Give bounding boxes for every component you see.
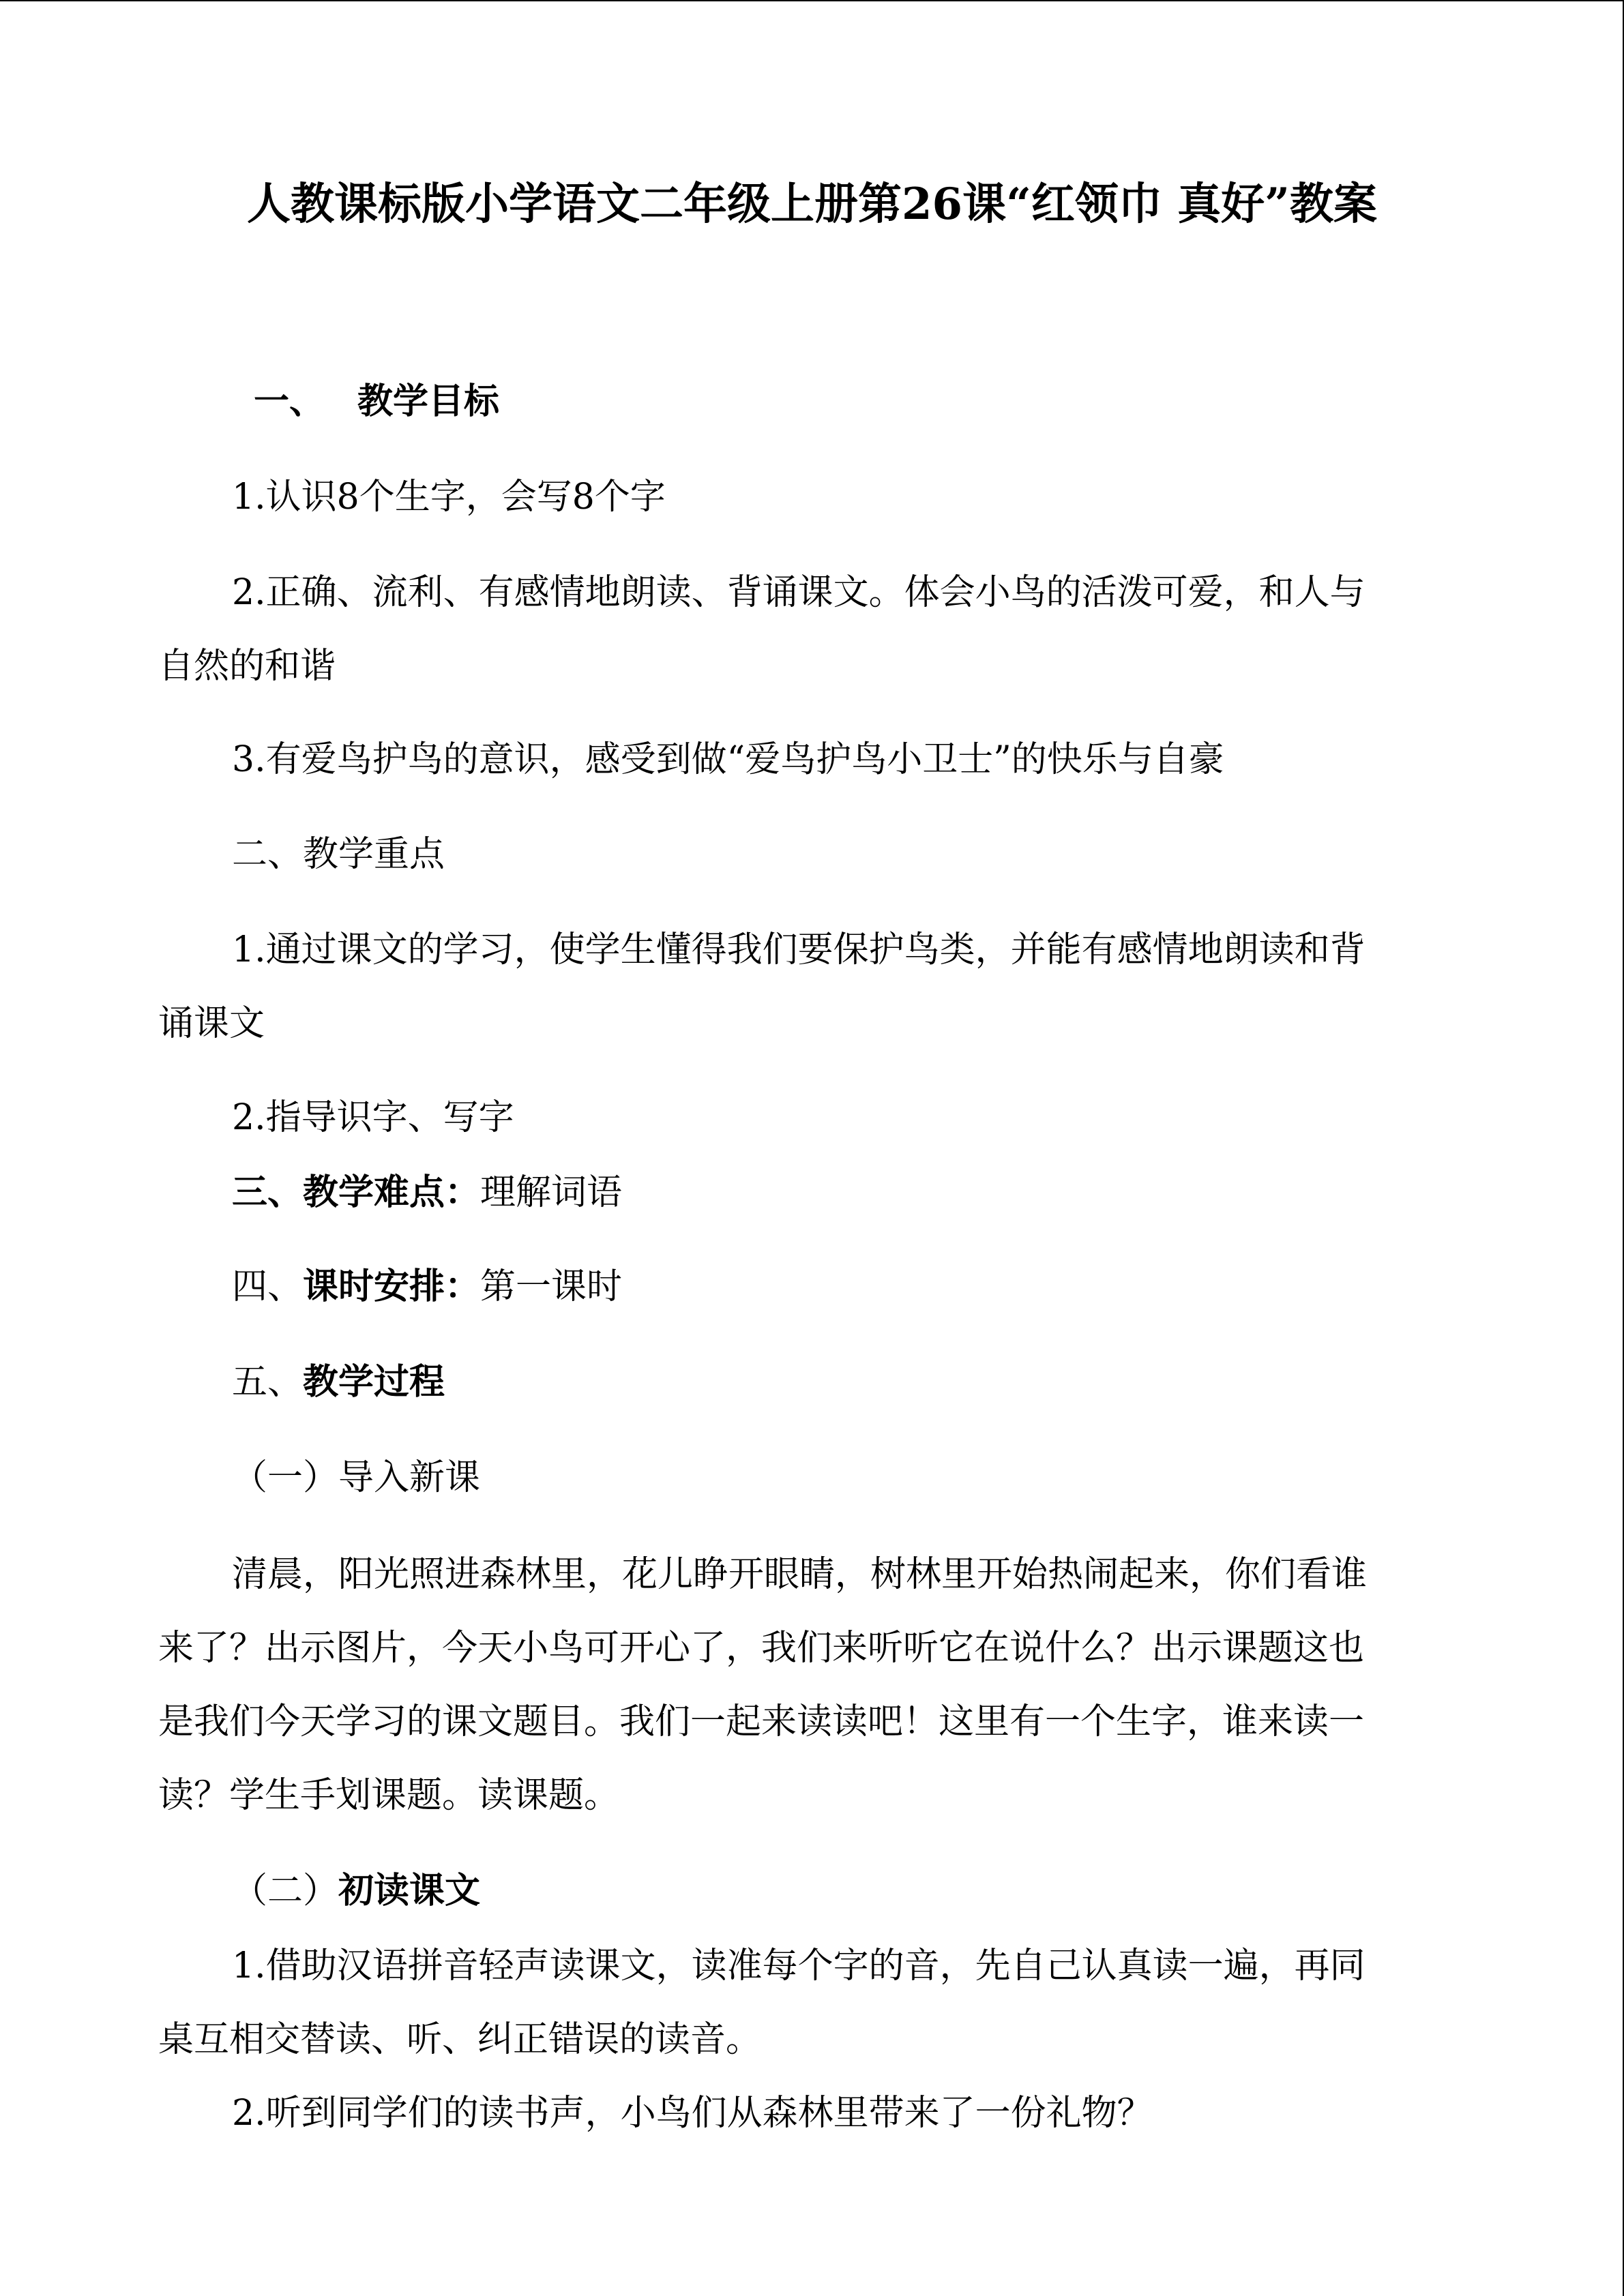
schedule-value: 第一课时 <box>480 1266 623 1307</box>
section-heading-objectives <box>254 364 1550 439</box>
section-title: 教学目标 <box>357 381 500 422</box>
key-point-item-1: 1.通过课文的学习，使学生懂得我们要保护鸟类，并能有感情地朗读和背 <box>232 929 1365 970</box>
reading-item-2: 2.听到同学们的读书声，小鸟们从森林里带来了一份礼物？ <box>232 2093 1153 2134</box>
section-difficulty <box>232 1155 1528 1230</box>
subsection-title: 初读课文 <box>338 1870 481 1911</box>
objective-item-2: 2.正确、流利、有感情地朗读、背诵课文。体会小鸟的活泼可爱，和人与 <box>232 572 1365 613</box>
document-title: 人教课标版小学语文二年级上册第26课“红领巾 真好”教案 <box>247 179 1377 230</box>
subsection-first-reading-heading <box>232 1853 1528 1928</box>
reading-item-1-continued: 桌互相交替读、听、纠正错误的读音。 <box>158 2019 762 2060</box>
intro-paragraph-line-4: 读？学生手划课题。读课题。 <box>158 1775 620 1816</box>
intro-paragraph-line-3: 是我们今天学习的课文题目。我们一起来读读吧！这里有一个生字，谁来读一 <box>158 1701 1365 1742</box>
section-number: 一、 <box>254 381 325 422</box>
objective-item-1: 1.认识8个生字，会写8个字 <box>232 477 666 518</box>
process-prefix: 五、 <box>232 1362 304 1403</box>
objective-item-2-continued: 自然的和谐 <box>158 646 336 687</box>
section-heading-key-points: 二、教学重点 <box>232 834 445 875</box>
section-process <box>232 1345 1528 1420</box>
objective-item-3: 3.有爱鸟护鸟的意识，感受到做“爱鸟护鸟小卫士”的快乐与自豪 <box>232 739 1224 780</box>
key-point-item-1-continued: 诵课文 <box>158 1003 265 1044</box>
process-label: 教学过程 <box>303 1361 445 1403</box>
subsection-number: （一） <box>232 1457 339 1498</box>
intro-paragraph-line-1: 清晨，阳光照进森林里，花儿睁开眼睛，树林里开始热闹起来，你们看谁 <box>232 1554 1368 1595</box>
reading-item-1: 1.借助汉语拼音轻声读课文，读准每个字的音，先自己认真读一遍，再同 <box>232 1945 1365 1986</box>
section-schedule <box>232 1249 1528 1324</box>
schedule-prefix: 四、 <box>232 1266 304 1307</box>
subsection-title: 导入新课 <box>338 1457 481 1498</box>
difficulty-value: 理解词语 <box>480 1172 623 1213</box>
subsection-intro-heading <box>232 1440 1528 1515</box>
key-point-item-2: 2.指导识字、写字 <box>232 1097 514 1138</box>
subsection-number: （二） <box>232 1870 339 1911</box>
intro-paragraph-line-2: 来了？出示图片，今天小鸟可开心了，我们来听听它在说什么？出示课题这也 <box>158 1628 1365 1669</box>
difficulty-label: 三、教学难点： <box>232 1172 481 1213</box>
schedule-label: 课时安排： <box>303 1266 481 1307</box>
